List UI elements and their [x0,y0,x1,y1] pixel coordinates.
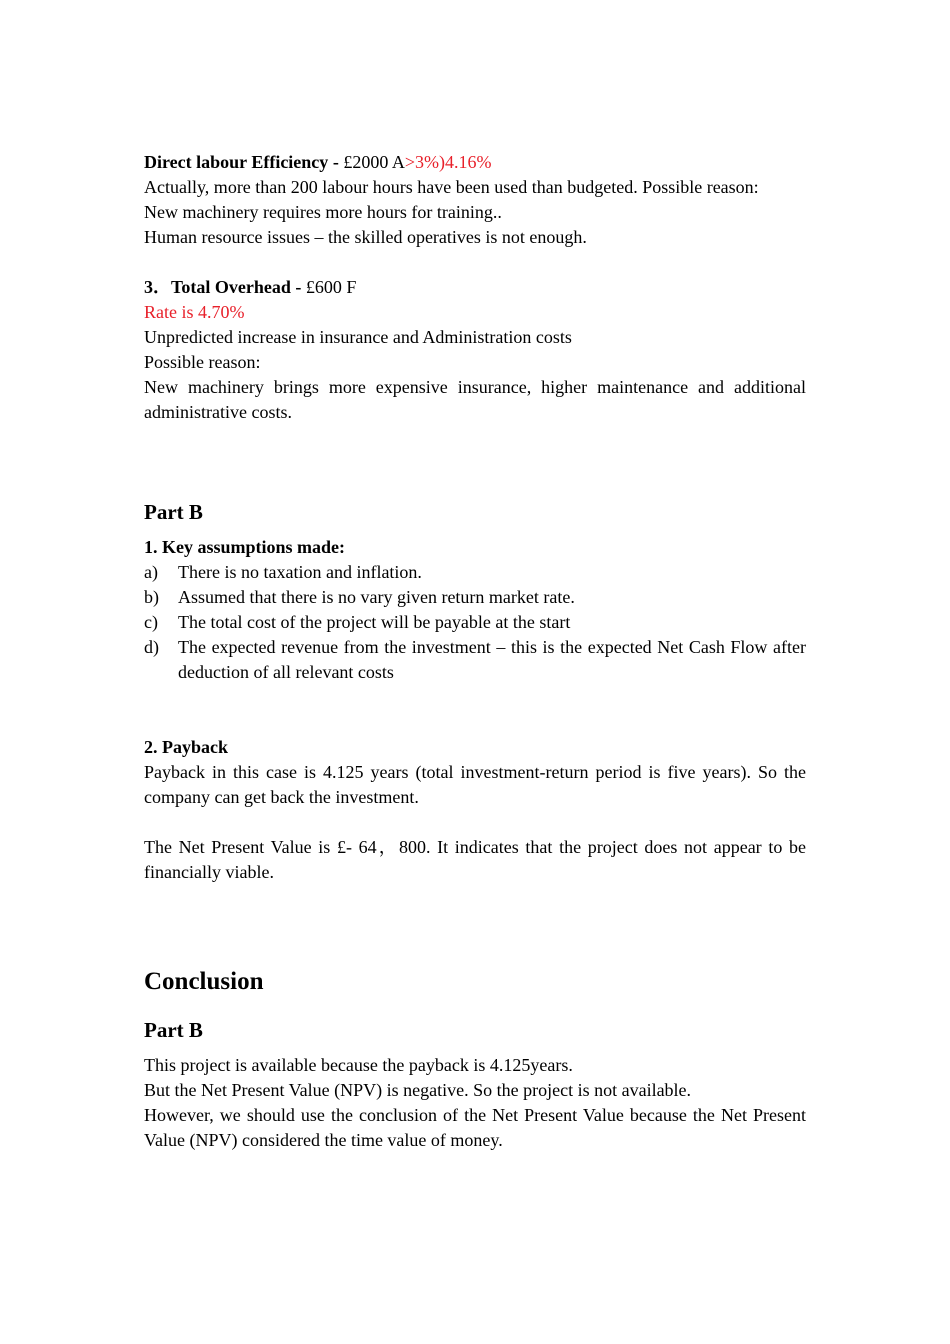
npv-text: The Net Present Value is £- 64，800. It indicates that the project does not appear to be financially viable. [144,837,806,882]
total-overhead-value: £600 F [305,277,357,297]
labour-efficiency-separator: - [328,152,344,172]
spacer [144,1045,806,1053]
total-overhead-number: 3． [144,277,171,297]
conclusion-heading: Conclusion [144,968,264,995]
labour-line: Actually, more than 200 labour hours have been used than budgeted. Possible reason: [144,177,759,197]
assumptions-heading: 1. Key assumptions made: [144,537,346,557]
conclusion-line: However, we should use the conclusion of the Net Present Value because the Net Present Value (NPV) considered the time value of money. [144,1105,806,1150]
assumption-marker: a) [144,562,158,582]
assumption-item [144,610,806,635]
assumption-marker: b) [144,587,159,607]
spacer [144,527,806,535]
spacer [144,685,806,735]
assumption-marker: c) [144,612,158,632]
part-b-heading: Part B [144,500,203,524]
spacer [144,425,806,497]
spacer [144,885,806,965]
conclusion-line: This project is available because the payback is 4.125years. [144,1055,573,1075]
payback-heading: 2. Payback [144,737,229,757]
overhead-line: Unpredicted increase in insurance and Administration costs [144,327,572,347]
overhead-line: New machinery brings more expensive insurance, higher maintenance and additional administrative costs. [144,377,806,422]
total-overhead-heading-line [144,275,806,300]
assumption-text: Assumed that there is no vary given return market rate. [178,587,575,607]
document-page [144,150,806,1153]
assumption-item [144,635,806,685]
conclusion-line: But the Net Present Value (NPV) is negative. So the project is not available. [144,1080,692,1100]
labour-efficiency-heading-line [144,150,806,175]
total-overhead-separator: - [290,277,306,297]
labour-efficiency-note: >3%)4.16% [404,152,492,172]
labour-line: Human resource issues – the skilled operatives is not enough. [144,227,587,247]
assumption-text: There is no taxation and inflation. [178,562,422,582]
assumption-marker: d) [144,637,159,657]
labour-line: New machinery requires more hours for training.. [144,202,502,222]
conclusion-part-b-heading: Part B [144,1018,203,1042]
assumption-item [144,560,806,585]
overhead-rate: Rate is 4.70% [144,302,245,322]
total-overhead-heading: Total Overhead [171,277,291,297]
spacer [144,999,806,1015]
labour-efficiency-value: £2000 A [343,152,405,172]
assumption-item [144,585,806,610]
overhead-line: Possible reason: [144,352,261,372]
spacer [144,810,806,835]
spacer [144,250,806,275]
labour-efficiency-heading: Direct labour Efficiency [144,152,329,172]
assumption-text: The expected revenue from the investment – this is the expected Net Cash Flow after deduction of all relevant costs [178,637,806,682]
payback-text: Payback in this case is 4.125 years (total investment-return period is five years). So the company can get back the investment. [144,762,806,807]
assumption-text: The total cost of the project will be payable at the start [178,612,571,632]
